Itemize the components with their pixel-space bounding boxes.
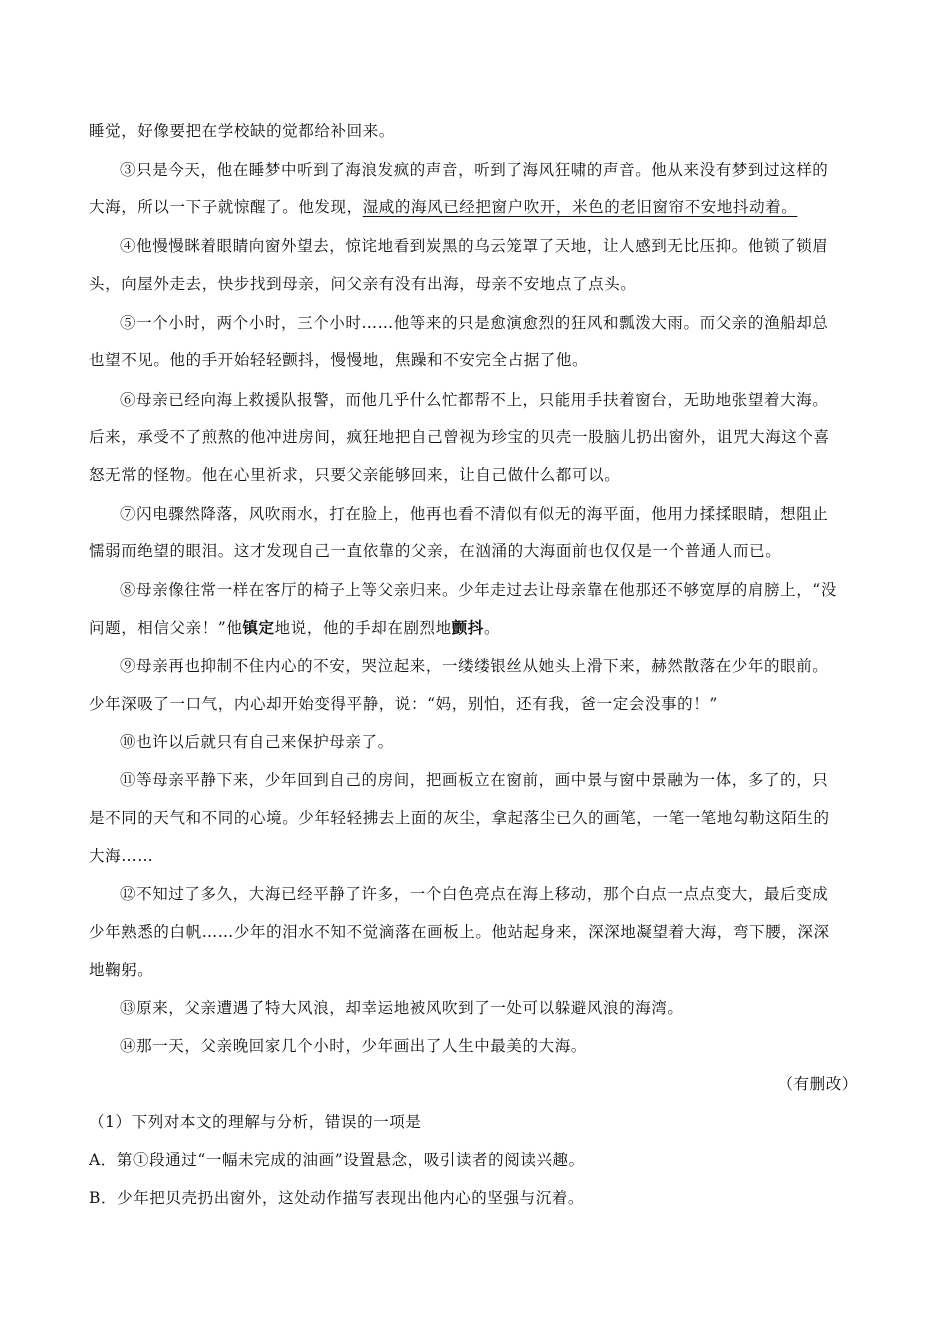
option-a: A．第①段通过“一幅未完成的油画”设置悬念，吸引读者的阅读兴趣。 (89, 1151, 585, 1169)
paragraph-6-line-3: 怒无常的怪物。他在心里祈求，只要父亲能够回来，让自己做什么都可以。 (89, 466, 621, 484)
paragraph-14: ⑭那一天，父亲晚回家几个小时，少年画出了人生中最美的大海。 (120, 1037, 587, 1055)
paragraph-7-line-1: ⑦闪电骤然降落，风吹雨水，打在脸上，他再也看不清似有似无的海平面，他用力揉揉眼睛，想阻止 (120, 505, 829, 523)
bold-word-calm: 镇定 (242, 618, 275, 637)
paragraph-13: ⑬原来，父亲遭遇了特大风浪，却幸运地被风吹到了一处可以躲避风浪的海湾。 (120, 999, 684, 1017)
paragraph-9-line-2: 少年深吸了一口气，内心却开始变得平静，说：“妈，别怕，还有我，爸一定会没事的！” (89, 695, 718, 713)
paragraph-11-line-1: ⑪等母亲平静下来，少年回到自己的房间，把画板立在窗前，画中景与窗中景融为一体，多了的，只 (120, 771, 829, 789)
paragraph-10: ⑩也许以后就只有自己来保护母亲了。 (120, 733, 394, 751)
paragraph-4-line-2: 头，向屋外走去，快步找到母亲，问父亲有没有出海，母亲不安地点了点头。 (89, 275, 637, 293)
paragraph-12-line-3: 地鞠躬。 (89, 961, 154, 979)
paragraph-4-line-1: ④他慢慢眯着眼睛向窗外望去，惊诧地看到炭黑的乌云笼罩了天地，让人感到无比压抑。他锁了锁眉 (120, 237, 829, 255)
paragraph-11-line-2: 是不同的天气和不同的心境。少年轻轻拂去上面的灰尘，拿起落尘已久的画笔，一笔一笔地勾勒这陌生的 (89, 809, 830, 827)
paragraph-8-text-a: 问题，相信父亲！”他 (89, 619, 243, 637)
option-b: B．少年把贝壳扔出窗外，这处动作描写表现出他内心的坚强与沉着。 (89, 1189, 584, 1207)
paragraph-12-line-2: 少年熟悉的白帆……少年的泪水不知不觉滴落在画板上。他站起身来，深深地凝望着大海，弯下腰，深深 (89, 923, 830, 941)
paragraph-12-line-1: ⑫不知过了多久，大海已经平静了许多，一个白色亮点在海上移动，那个白点一点点变大，最后变成 (120, 885, 829, 903)
paragraph-3-line-2 (89, 197, 797, 217)
paragraph-7-line-2: 懦弱而绝望的眼泪。这才发现自己一直依靠的父亲，在汹涌的大海面前也仅仅是一个普通人而已。 (89, 542, 782, 560)
paragraph-5-line-1: ⑤一个小时，两个小时，三个小时……他等来的只是愈演愈烈的狂风和瓢泼大雨。而父亲的渔船却总 (120, 314, 829, 332)
paragraph-8-line-1: ⑧母亲像往常一样在客厅的椅子上等父亲归来。少年走过去让母亲靠在他那还不够宽厚的肩膀上，“没 (120, 581, 837, 599)
paragraph-3-text: 大海，所以一下子就惊醒了。他发现， (89, 198, 363, 216)
edit-note: （有删改） (777, 1075, 858, 1093)
paragraph-8-text-c: 。 (483, 619, 501, 637)
paragraph-3-line-1: ③只是今天，他在睡梦中听到了海浪发疯的声音，听到了海风狂啸的声音。他从来没有梦到过这样的 (120, 161, 829, 179)
bold-word-tremble: 颤抖 (451, 618, 484, 637)
paragraph-6-line-2: 后来，承受不了煎熬的他冲进房间，疯狂地把自己曾视为珍宝的贝壳一股脑儿扔出窗外，诅咒大海这个喜 (89, 428, 830, 446)
paragraph-5-line-2: 也望不见。他的手开始轻轻颤抖，慢慢地，焦躁和不安完全占据了他。 (89, 351, 589, 369)
question-stem: （1）下列对本文的理解与分析，错误的一项是 (89, 1113, 422, 1131)
paragraph-8-line-2 (89, 618, 500, 638)
paragraph-2-end: 睡觉，好像要把在学校缺的觉都给补回来。 (89, 122, 395, 140)
paragraph-11-line-3: 大海…… (89, 847, 154, 865)
paragraph-9-line-1: ⑨母亲再也抑制不住内心的不安，哭泣起来，一缕缕银丝从她头上滑下来，赫然散落在少年的眼前。 (120, 657, 829, 675)
paragraph-6-line-1: ⑥母亲已经向海上救援队报警，而他几乎什么忙都帮不上，只能用手扶着窗台，无助地张望着大海。 (120, 391, 829, 409)
paragraph-8-text-b: 地说，他的手却在剧烈地 (274, 619, 452, 637)
underlined-sentence: 湿咸的海风已经把窗户吹开，米色的老旧窗帘不安地抖动着。 (362, 198, 798, 216)
